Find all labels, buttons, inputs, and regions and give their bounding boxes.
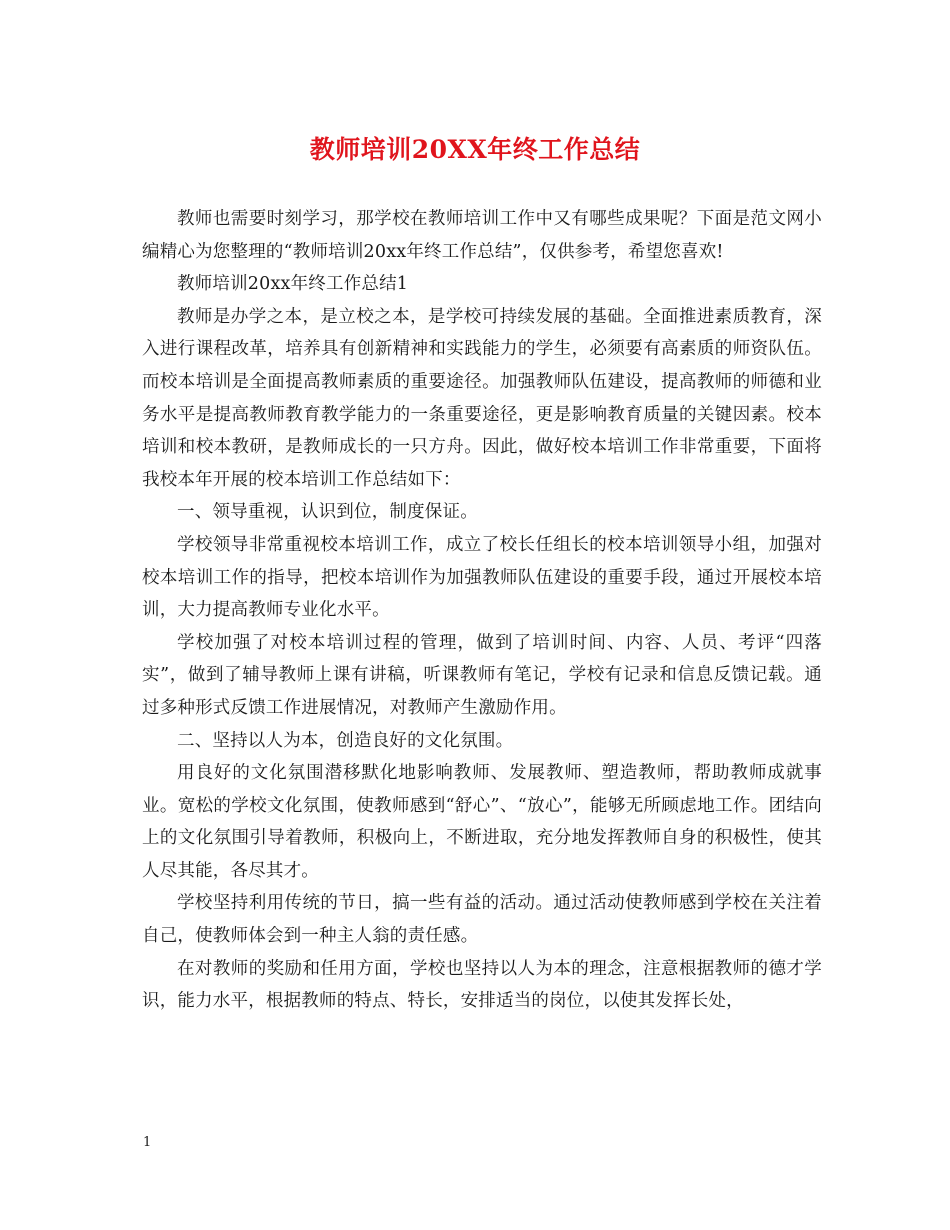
page-number: 1 xyxy=(143,1135,152,1150)
paragraph-subtitle: 教师培训20xx年终工作总结1 xyxy=(177,274,409,295)
paragraph-intro: 教师也需要时刻学习，那学校在教师培训工作中又有哪些成果呢？下面是范文网小编精心为您整理的“教师培训20xx年终工作总结”，仅供参考，希望您喜欢! xyxy=(142,209,822,262)
paragraph-body: 在对教师的奖励和任用方面，学校也坚持以人为本的理念，注意根据教师的德才学识，能力水平，根据教师的特点、特长，安排适当的岗位，以使其发挥长处， xyxy=(142,958,822,1012)
paragraph-body: 学校领导非常重视校本培训工作，成立了校长任组长的校本培训领导小组，加强对校本培训工作的指导，把校本培训作为加强教师队伍建设的重要手段，通过开展校本培训，大力提高教师专业化水平。 xyxy=(142,534,822,621)
paragraph-body: 学校坚持利用传统的节日，搞一些有益的活动。通过活动使教师感到学校在关注着自己，使教师体会到一种主人翁的责任感。 xyxy=(142,893,822,947)
section-heading-2: 二、坚持以人为本，创造良好的文化氛围。 xyxy=(177,730,514,751)
paragraph-body: 学校加强了对校本培训过程的管理，做到了培训时间、内容、人员、考评“四落实”，做到了辅导教师上课有讲稿，听课教师有笔记，学校有记录和信息反馈记载。通过多种形式反馈工作进展情况，对教师产生激励作用。 xyxy=(142,632,822,718)
paragraph-body: 教师是办学之本，是立校之本，是学校可持续发展的基础。全面推进素质教育，深入进行课程改革，培养具有创新精神和实践能力的学生，必须要有高素质的师资队伍。而校本培训是全面提高教师素质的重要途径。加强教师队伍建设，提高教师的师德和业务水平是提高教师教育教学能力的一条重要途径，更是影响教育质量的关键因素。校本培训和校本教研，是教师成长的一只方舟。因此，做好校本培训工作非常重要，下面将我校本年开展的校本培训工作总结如下： xyxy=(142,306,822,490)
document-body xyxy=(142,203,822,1018)
paragraph-body: 用良好的文化氛围潜移默化地影响教师、发展教师、塑造教师，帮助教师成就事业。宽松的学校文化氛围，使教师感到“舒心”、“放心”，能够无所顾虑地工作。团结向上的文化氛围引导着教师，积极向上，不断进取，充分地发挥教师自身的积极性，使其人尽其能，各尽其才。 xyxy=(142,763,822,881)
section-heading-1: 一、领导重视，认识到位，制度保证。 xyxy=(177,502,478,523)
document-title: 教师培训20XX年终工作总结 xyxy=(309,135,641,164)
